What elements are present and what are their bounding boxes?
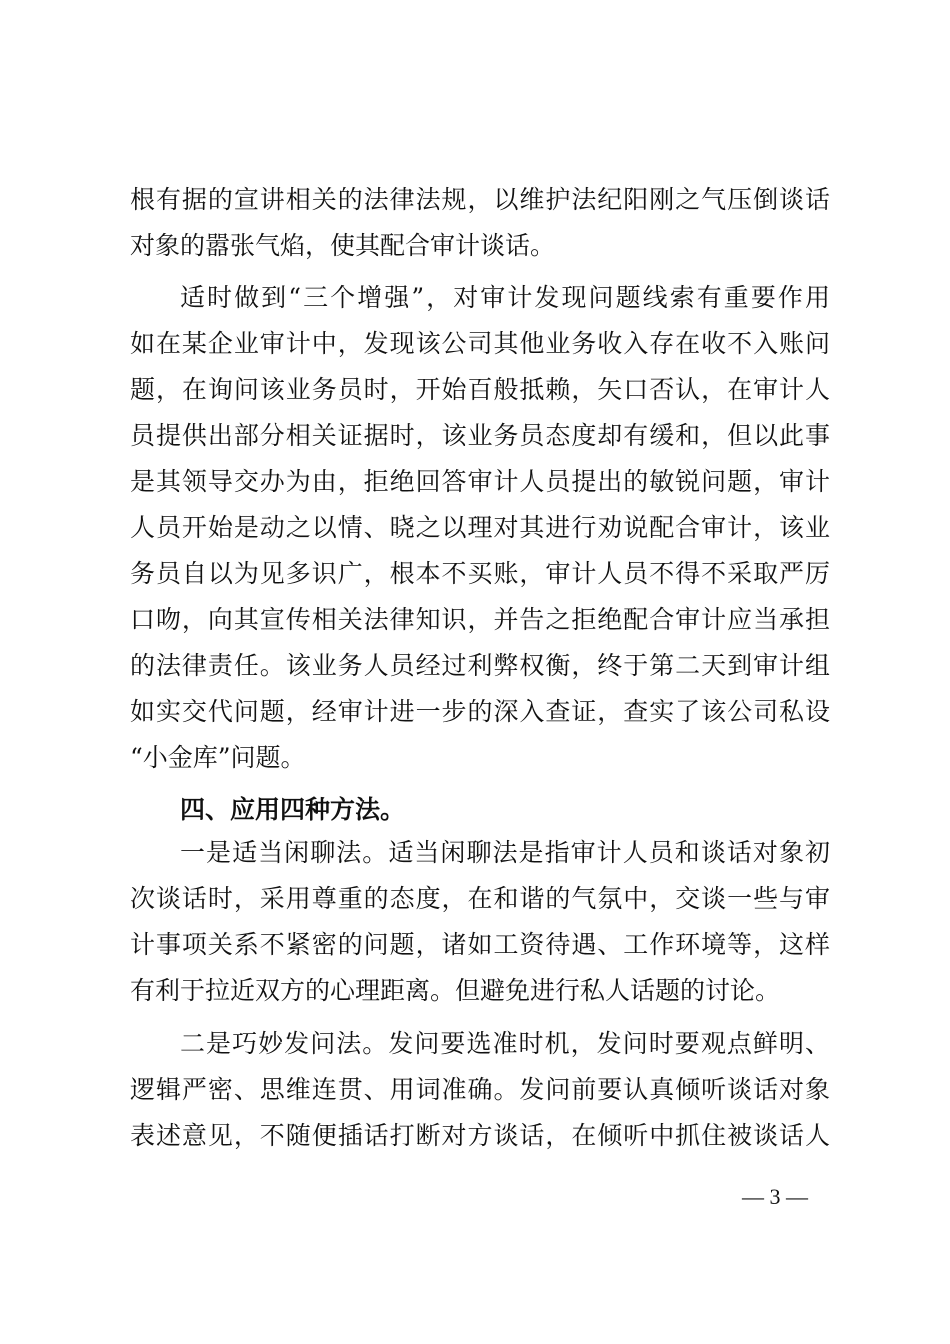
body-text-line: 的法律责任。该业务人员经过利弊权衡，终于第二天到审计组 xyxy=(130,651,830,680)
body-text-line: 如在某企业审计中，发现该公司其他业务收入存在收不入账问 xyxy=(130,329,830,358)
body-text-line: 逻辑严密、思维连贯、用词准确。发问前要认真倾听谈话对象 xyxy=(130,1075,830,1104)
body-text-line: 计事项关系不紧密的问题，诸如工资待遇、工作环境等，这样 xyxy=(130,930,830,959)
body-text-line: 根有据的宣讲相关的法律法规，以维护法纪阳刚之气压倒谈话 xyxy=(130,185,830,214)
paragraph-first-line: 一是适当闲聊法。适当闲聊法是指审计人员和谈话对象初 xyxy=(180,838,830,867)
body-text-line: 是其领导交办为由，拒绝回答审计人员提出的敏锐问题，审计 xyxy=(130,467,830,496)
body-text-line: 口吻，向其宣传相关法律知识，并告之拒绝配合审计应当承担 xyxy=(130,605,830,634)
section-heading: 四、应用四种方法。 xyxy=(180,795,406,824)
body-text-line: 题，在询问该业务员时，开始百般抵赖，矢口否认，在审计人 xyxy=(130,375,830,404)
body-text-line: 次谈话时，采用尊重的态度，在和谐的气氛中，交谈一些与审 xyxy=(130,884,830,913)
body-text-line: 有利于拉近双方的心理距离。但避免进行私人话题的讨论。 xyxy=(130,976,781,1005)
body-text-line: 务员自以为见多识广，根本不买账，审计人员不得不采取严厉 xyxy=(130,559,830,588)
body-text-line: 人员开始是动之以情、晓之以理对其进行劝说配合审计，该业 xyxy=(130,513,830,542)
paragraph-first-line: 二是巧妙发问法。发问要选准时机，发问时要观点鲜明、 xyxy=(180,1029,830,1058)
body-text-line: 如实交代问题，经审计进一步的深入查证，查实了该公司私设 xyxy=(130,697,830,726)
body-text-line: “小金库”问题。 xyxy=(130,743,306,772)
body-text-line: 对象的嚣张气焰，使其配合审计谈话。 xyxy=(130,231,556,260)
body-text-line: 表述意见，不随便插话打断对方谈话，在倾听中抓住被谈话人 xyxy=(130,1121,830,1150)
body-text-line: 员提供出部分相关证据时，该业务员态度却有缓和，但以此事 xyxy=(130,421,830,450)
page-number: — 3 — xyxy=(742,1184,808,1209)
paragraph-first-line: 适时做到“三个增强”，对审计发现问题线索有重要作用 xyxy=(180,283,830,312)
